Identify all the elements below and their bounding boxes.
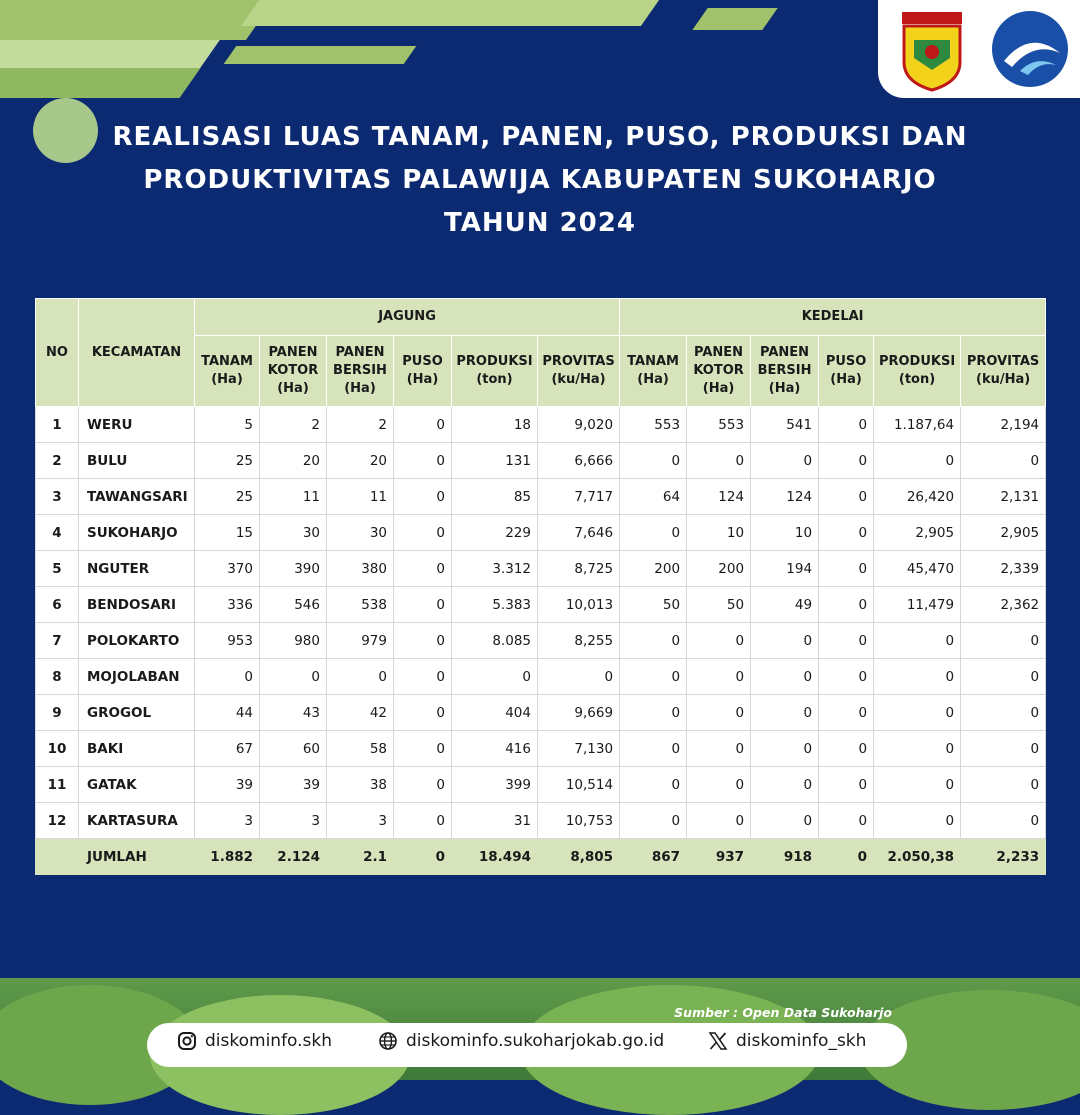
cell-jagung: 8,725 [538, 551, 620, 587]
cell-kedelai: 11,479 [874, 587, 961, 623]
cell-jagung: 15 [195, 515, 260, 551]
cell-jagung: 10,514 [538, 767, 620, 803]
page-title [60, 116, 1020, 245]
cell-kedelai: 2,131 [961, 479, 1046, 515]
cell-kedelai: 0 [687, 443, 751, 479]
cell-kedelai: 0 [819, 767, 874, 803]
subheader-line: PRODUKSI [878, 354, 956, 369]
cell-kedelai: 2,905 [961, 515, 1046, 551]
row-number: 7 [36, 623, 79, 659]
header-kedelai: KEDELAI [620, 299, 1046, 336]
cell-jagung: 25 [195, 479, 260, 515]
cell-jagung: 0 [260, 659, 327, 695]
cell-jagung: 0 [394, 515, 452, 551]
cell-jagung: 30 [260, 515, 327, 551]
cell-kedelai: 0 [819, 443, 874, 479]
total-label: JUMLAH [79, 839, 195, 875]
row-kecamatan: BENDOSARI [79, 587, 195, 623]
cell-jagung: 3 [327, 803, 394, 839]
table-row [36, 659, 1046, 695]
cell-jagung: 953 [195, 623, 260, 659]
cell-jagung: 8,255 [538, 623, 620, 659]
cell-kedelai: 50 [687, 587, 751, 623]
title-line: REALISASI LUAS TANAM, PANEN, PUSO, PRODUKSI DAN [112, 122, 968, 152]
cell-jagung: 7,717 [538, 479, 620, 515]
cell-jagung: 0 [538, 659, 620, 695]
cell-jagung: 85 [452, 479, 538, 515]
cell-kedelai: 0 [961, 803, 1046, 839]
cell-kedelai: 26,420 [874, 479, 961, 515]
cell-kedelai: 200 [620, 551, 687, 587]
cell-jagung: 0 [394, 695, 452, 731]
cell-jagung: 38 [327, 767, 394, 803]
total-kedelai: 867 [620, 839, 687, 875]
cell-kedelai: 0 [961, 623, 1046, 659]
cell-jagung: 0 [394, 731, 452, 767]
cell-kedelai: 0 [620, 767, 687, 803]
cell-kedelai: 124 [687, 479, 751, 515]
cell-jagung: 39 [195, 767, 260, 803]
row-number: 6 [36, 587, 79, 623]
cell-kedelai: 2,905 [874, 515, 961, 551]
cell-jagung: 42 [327, 695, 394, 731]
cell-jagung: 5 [195, 407, 260, 443]
row-kecamatan: BAKI [79, 731, 195, 767]
cell-kedelai: 0 [620, 623, 687, 659]
cell-jagung: 30 [327, 515, 394, 551]
cell-jagung: 0 [394, 551, 452, 587]
cell-kedelai: 124 [751, 479, 819, 515]
header-no: NO [36, 299, 79, 407]
cell-kedelai: 0 [819, 407, 874, 443]
cell-kedelai: 194 [751, 551, 819, 587]
cell-jagung: 370 [195, 551, 260, 587]
subheader-line: PROVITAS [542, 354, 615, 369]
cell-kedelai: 0 [874, 659, 961, 695]
cell-jagung: 43 [260, 695, 327, 731]
cell-kedelai: 0 [819, 587, 874, 623]
total-jagung: 8,805 [538, 839, 620, 875]
row-kecamatan: TAWANGSARI [79, 479, 195, 515]
cell-jagung: 0 [327, 659, 394, 695]
total-kedelai: 918 [751, 839, 819, 875]
row-number: 1 [36, 407, 79, 443]
decor-stripe [241, 0, 659, 26]
subheader-line: (Ha) [344, 381, 376, 396]
row-number: 12 [36, 803, 79, 839]
cell-kedelai: 553 [620, 407, 687, 443]
subheader-line: PROVITAS [966, 354, 1040, 369]
cell-jagung: 380 [327, 551, 394, 587]
subheader-line: TANAM [201, 354, 253, 369]
subheader-line: TANAM [627, 354, 679, 369]
cell-jagung: 229 [452, 515, 538, 551]
cell-kedelai: 0 [687, 767, 751, 803]
data-table-wrapper [35, 298, 1045, 875]
subheader-line: PANEN [694, 345, 744, 360]
cell-kedelai: 0 [874, 443, 961, 479]
cell-kedelai: 0 [819, 659, 874, 695]
subheader-kedelai-5 [961, 336, 1046, 407]
cell-jagung: 11 [260, 479, 327, 515]
cell-kedelai: 0 [819, 515, 874, 551]
cell-kedelai: 0 [819, 731, 874, 767]
cell-jagung: 60 [260, 731, 327, 767]
cell-kedelai: 0 [961, 659, 1046, 695]
subheader-line: (Ha) [406, 372, 439, 387]
cell-jagung: 390 [260, 551, 327, 587]
row-kecamatan: GROGOL [79, 695, 195, 731]
cell-jagung: 131 [452, 443, 538, 479]
subheader-kedelai-3 [819, 336, 874, 407]
cell-jagung: 546 [260, 587, 327, 623]
cell-kedelai: 0 [961, 731, 1046, 767]
instagram-link[interactable] [177, 1031, 332, 1051]
cell-jagung: 538 [327, 587, 394, 623]
cell-kedelai: 0 [620, 515, 687, 551]
cell-jagung: 2 [327, 407, 394, 443]
table-row [36, 695, 1046, 731]
cell-kedelai: 0 [620, 803, 687, 839]
subheader-jagung-0 [195, 336, 260, 407]
row-kecamatan: POLOKARTO [79, 623, 195, 659]
cell-kedelai: 0 [751, 767, 819, 803]
subheader-kedelai-2 [751, 336, 819, 407]
table-row [36, 443, 1046, 479]
website-url: diskominfo.sukoharjokab.go.id [406, 1031, 665, 1051]
row-number: 5 [36, 551, 79, 587]
decor-stripe [0, 40, 220, 68]
cell-jagung: 0 [394, 659, 452, 695]
cell-jagung: 980 [260, 623, 327, 659]
x-link[interactable] [708, 1031, 866, 1051]
header-jagung: JAGUNG [195, 299, 620, 336]
cell-kedelai: 541 [751, 407, 819, 443]
cell-jagung: 0 [452, 659, 538, 695]
cell-kedelai: 1.187,64 [874, 407, 961, 443]
total-empty-cell [36, 839, 79, 875]
subheader-jagung-2 [327, 336, 394, 407]
cell-jagung: 0 [394, 443, 452, 479]
cell-kedelai: 553 [687, 407, 751, 443]
cell-kedelai: 0 [620, 443, 687, 479]
cell-kedelai: 45,470 [874, 551, 961, 587]
row-kecamatan: WERU [79, 407, 195, 443]
total-jagung: 18.494 [452, 839, 538, 875]
instagram-handle: diskominfo.skh [205, 1031, 333, 1051]
cell-jagung: 0 [394, 767, 452, 803]
decor-stripe [0, 68, 201, 98]
cell-kedelai: 0 [751, 731, 819, 767]
website-link[interactable] [378, 1031, 664, 1051]
total-kedelai: 937 [687, 839, 751, 875]
table-row [36, 803, 1046, 839]
cell-kedelai: 10 [751, 515, 819, 551]
cell-kedelai: 0 [687, 803, 751, 839]
cell-jagung: 8.085 [452, 623, 538, 659]
cell-jagung: 7,130 [538, 731, 620, 767]
total-kedelai: 0 [819, 839, 874, 875]
cell-kedelai: 0 [751, 695, 819, 731]
kominfo-logo [990, 9, 1070, 89]
table-row [36, 587, 1046, 623]
cell-kedelai: 0 [874, 731, 961, 767]
cell-kedelai: 0 [819, 695, 874, 731]
header-kecamatan: KECAMATAN [79, 299, 195, 407]
subheader-line: (ku/Ha) [551, 372, 606, 387]
subheader-line: (Ha) [277, 381, 309, 396]
table-row [36, 767, 1046, 803]
cell-jagung: 0 [394, 479, 452, 515]
cell-kedelai: 0 [961, 443, 1046, 479]
subheader-line: PANEN [268, 345, 318, 360]
cell-jagung: 336 [195, 587, 260, 623]
row-kecamatan: GATAK [79, 767, 195, 803]
subheader-line: (Ha) [637, 372, 669, 387]
total-jagung: 1.882 [195, 839, 260, 875]
cell-kedelai: 0 [620, 731, 687, 767]
cell-kedelai: 0 [620, 659, 687, 695]
cell-jagung: 10,013 [538, 587, 620, 623]
subheader-line: KOTOR [693, 363, 744, 378]
cell-jagung: 9,669 [538, 695, 620, 731]
subheader-line: (ku/Ha) [976, 372, 1031, 387]
cell-kedelai: 0 [751, 623, 819, 659]
subheader-jagung-3 [394, 336, 452, 407]
subheader-line: (ton) [898, 372, 936, 387]
table-row [36, 623, 1046, 659]
title-line: TAHUN 2024 [444, 208, 636, 238]
cell-kedelai: 0 [687, 695, 751, 731]
decor-stripe [0, 0, 274, 40]
x-icon [708, 1031, 728, 1051]
cell-kedelai: 64 [620, 479, 687, 515]
source-note: Sumber : Open Data Sukoharjo [674, 1005, 892, 1020]
row-kecamatan: BULU [79, 443, 195, 479]
title-line: PRODUKTIVITAS PALAWIJA KABUPATEN SUKOHARJO [143, 165, 937, 195]
cell-jagung: 5.383 [452, 587, 538, 623]
cell-jagung: 10,753 [538, 803, 620, 839]
row-number: 8 [36, 659, 79, 695]
cell-jagung: 3.312 [452, 551, 538, 587]
total-jagung: 2.124 [260, 839, 327, 875]
cell-kedelai: 0 [687, 731, 751, 767]
row-kecamatan: NGUTER [79, 551, 195, 587]
cell-kedelai: 0 [620, 695, 687, 731]
cell-kedelai: 0 [819, 623, 874, 659]
cell-jagung: 67 [195, 731, 260, 767]
cell-kedelai: 2,362 [961, 587, 1046, 623]
total-jagung: 0 [394, 839, 452, 875]
cell-jagung: 18 [452, 407, 538, 443]
subheader-line: (Ha) [830, 372, 862, 387]
cell-kedelai: 0 [751, 803, 819, 839]
total-row [36, 839, 1046, 875]
cell-jagung: 404 [452, 695, 538, 731]
subheader-jagung-5 [538, 336, 620, 407]
total-kedelai: 2.050,38 [874, 839, 961, 875]
cell-kedelai: 50 [620, 587, 687, 623]
cell-kedelai: 0 [961, 695, 1046, 731]
row-number: 11 [36, 767, 79, 803]
cell-kedelai: 200 [687, 551, 751, 587]
cell-jagung: 0 [394, 587, 452, 623]
cell-jagung: 6,666 [538, 443, 620, 479]
cell-kedelai: 0 [819, 803, 874, 839]
cell-kedelai: 0 [874, 623, 961, 659]
cell-jagung: 399 [452, 767, 538, 803]
cell-jagung: 416 [452, 731, 538, 767]
cell-jagung: 0 [394, 407, 452, 443]
x-handle: diskominfo_skh [736, 1031, 867, 1051]
cell-kedelai: 2,339 [961, 551, 1046, 587]
subheader-line: (ton) [476, 372, 513, 387]
total-kedelai: 2,233 [961, 839, 1046, 875]
cell-jagung: 39 [260, 767, 327, 803]
row-number: 4 [36, 515, 79, 551]
cell-kedelai: 0 [819, 479, 874, 515]
cell-jagung: 979 [327, 623, 394, 659]
cell-jagung: 3 [260, 803, 327, 839]
instagram-icon [177, 1031, 197, 1051]
cell-jagung: 20 [260, 443, 327, 479]
cell-jagung: 31 [452, 803, 538, 839]
cell-kedelai: 0 [687, 659, 751, 695]
cell-kedelai: 0 [874, 695, 961, 731]
cell-kedelai: 0 [874, 767, 961, 803]
subheader-line: PUSO [402, 354, 443, 369]
table-row [36, 551, 1046, 587]
cell-kedelai: 10 [687, 515, 751, 551]
decor-stripe [224, 46, 417, 64]
cell-jagung: 3 [195, 803, 260, 839]
decor-stripe [692, 8, 777, 30]
cell-kedelai: 0 [819, 551, 874, 587]
subheader-line: KOTOR [267, 363, 319, 378]
subheader-line: BERSIH [757, 363, 812, 378]
row-kecamatan: KARTASURA [79, 803, 195, 839]
total-jagung: 2.1 [327, 839, 394, 875]
subheader-jagung-1 [260, 336, 327, 407]
subheader-line: (Ha) [211, 372, 243, 387]
table-row [36, 731, 1046, 767]
cell-kedelai: 0 [687, 623, 751, 659]
table-body [36, 407, 1046, 875]
subheader-line: BERSIH [333, 363, 387, 378]
cell-jagung: 0 [394, 623, 452, 659]
row-kecamatan: SUKOHARJO [79, 515, 195, 551]
subheader-line: (Ha) [702, 381, 735, 396]
kabupaten-sukoharjo-logo [900, 10, 964, 92]
table-row [36, 407, 1046, 443]
subheader-line: PANEN [760, 345, 810, 360]
subheader-line: PANEN [335, 345, 385, 360]
row-number: 2 [36, 443, 79, 479]
subheader-line: PRODUKSI [456, 354, 533, 369]
cell-jagung: 20 [327, 443, 394, 479]
cell-kedelai: 0 [751, 659, 819, 695]
row-number: 9 [36, 695, 79, 731]
subheader-line: (Ha) [768, 381, 801, 396]
cell-jagung: 11 [327, 479, 394, 515]
subheader-line: PUSO [825, 354, 867, 369]
cell-jagung: 2 [260, 407, 327, 443]
logo-panel [878, 0, 1080, 98]
table-row [36, 479, 1046, 515]
cell-kedelai: 2,194 [961, 407, 1046, 443]
cell-jagung: 0 [195, 659, 260, 695]
table-row [36, 515, 1046, 551]
cell-kedelai: 49 [751, 587, 819, 623]
row-number: 10 [36, 731, 79, 767]
subheader-jagung-4 [452, 336, 538, 407]
row-kecamatan: MOJOLABAN [79, 659, 195, 695]
cell-kedelai: 0 [751, 443, 819, 479]
cell-kedelai: 0 [961, 767, 1046, 803]
row-number: 3 [36, 479, 79, 515]
palawija-table [35, 298, 1046, 875]
subheader-kedelai-4 [874, 336, 961, 407]
cell-jagung: 58 [327, 731, 394, 767]
cell-jagung: 9,020 [538, 407, 620, 443]
subheader-kedelai-1 [687, 336, 751, 407]
cell-jagung: 7,646 [538, 515, 620, 551]
cell-jagung: 0 [394, 803, 452, 839]
cell-jagung: 25 [195, 443, 260, 479]
cell-jagung: 44 [195, 695, 260, 731]
cell-kedelai: 0 [874, 803, 961, 839]
subheader-kedelai-0 [620, 336, 687, 407]
globe-icon [378, 1031, 398, 1051]
